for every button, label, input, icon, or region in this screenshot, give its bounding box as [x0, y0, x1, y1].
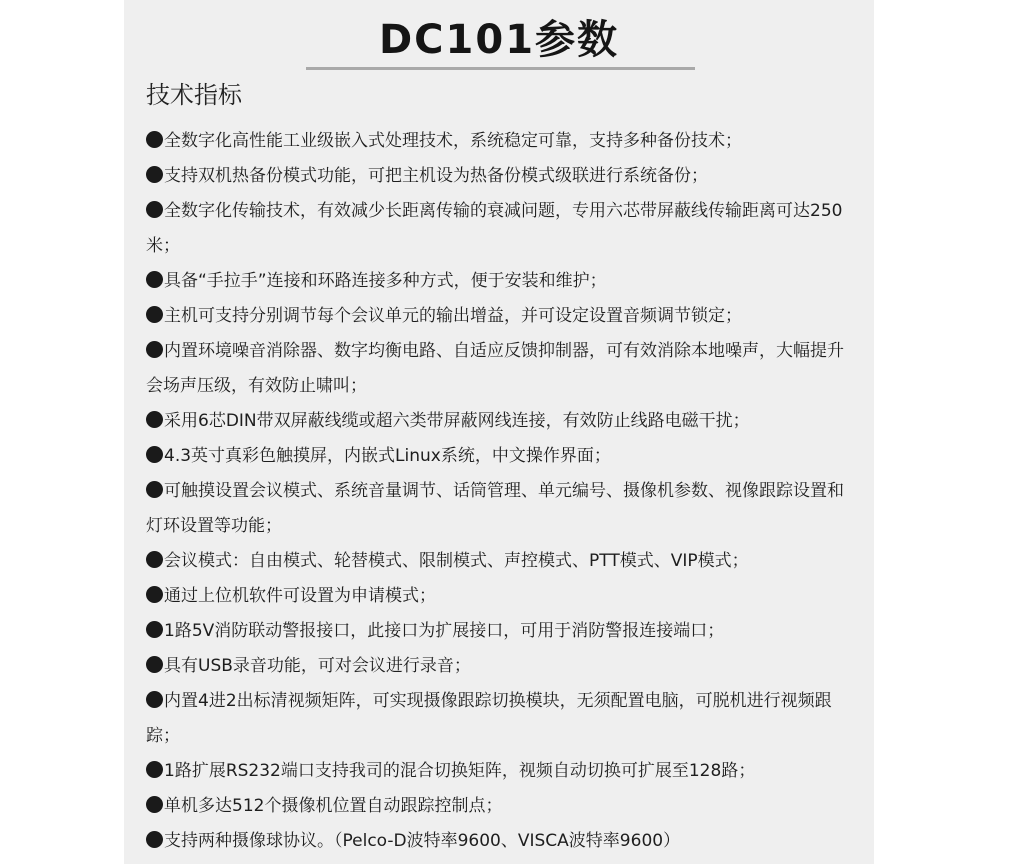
- spec-item-text: 会议模式：自由模式、轮替模式、限制模式、声控模式、PTT模式、VIP模式；: [164, 551, 749, 571]
- bullet-icon: [146, 201, 163, 218]
- spec-item: [146, 474, 858, 544]
- spec-item-text: 全数字化高性能工业级嵌入式处理技术，系统稳定可靠，支持多种备份技术；: [164, 131, 742, 151]
- spec-item: [146, 334, 858, 404]
- section-heading: 技术指标: [146, 81, 242, 109]
- spec-item-text: 内置环境噪音消除器、数字均衡电路、自适应反馈抑制器，可有效消除本地噪声，大幅提升会场声压级，有效防止啸叫；: [146, 341, 844, 396]
- bullet-icon: [146, 446, 163, 463]
- spec-item: [146, 579, 858, 614]
- spec-item-text: 具备“手拉手”连接和环路连接多种方式，便于安装和维护；: [164, 271, 607, 291]
- bullet-icon: [146, 656, 163, 673]
- spec-item: [146, 124, 858, 159]
- spec-item-text: 具有USB录音功能，可对会议进行录音；: [164, 656, 471, 676]
- bullet-icon: [146, 691, 163, 708]
- spec-item: [146, 299, 858, 334]
- spec-item-text: 内置4进2出标清视频矩阵，可实现摄像跟踪切换模块，无须配置电脑，可脱机进行视频跟踪；: [146, 691, 832, 746]
- bullet-icon: [146, 306, 163, 323]
- spec-item: [146, 404, 858, 439]
- spec-item: [146, 439, 858, 474]
- spec-item-text: 1路扩展RS232端口支持我司的混合切换矩阵，视频自动切换可扩展至128路；: [164, 761, 756, 781]
- spec-item: [146, 649, 858, 684]
- bullet-icon: [146, 166, 163, 183]
- spec-item: [146, 194, 858, 264]
- bullet-icon: [146, 131, 163, 148]
- bullet-icon: [146, 621, 163, 638]
- bullet-icon: [146, 831, 163, 848]
- spec-item: [146, 684, 858, 754]
- spec-list: [146, 124, 858, 859]
- bullet-icon: [146, 796, 163, 813]
- spec-item-text: 1路5V消防联动警报接口，此接口为扩展接口，可用于消防警报连接端口；: [164, 621, 725, 641]
- bullet-icon: [146, 481, 163, 498]
- spec-item-text: 支持双机热备份模式功能，可把主机设为热备份模式级联进行系统备份；: [164, 166, 708, 186]
- spec-item: [146, 824, 858, 859]
- bullet-icon: [146, 761, 163, 778]
- spec-item: [146, 754, 858, 789]
- spec-item-text: 主机可支持分别调节每个会议单元的输出增益，并可设定设置音频调节锁定；: [164, 306, 742, 326]
- spec-item-text: 采用6芯DIN带双屏蔽线缆或超六类带屏蔽网线连接，有效防止线路电磁干扰；: [164, 411, 750, 431]
- spec-item: [146, 544, 858, 579]
- spec-item-text: 支持两种摄像球协议。（Pelco-D波特率9600、VISCA波特率9600）: [164, 831, 681, 851]
- spec-item-text: 通过上位机软件可设置为申请模式；: [164, 586, 436, 606]
- page-title: DC101参数: [378, 17, 620, 63]
- spec-panel: [124, 0, 874, 864]
- spec-item: [146, 789, 858, 824]
- title-underline: [306, 67, 695, 70]
- spec-item-text: 4.3英寸真彩色触摸屏，内嵌式Linux系统，中文操作界面；: [164, 446, 611, 466]
- bullet-icon: [146, 551, 163, 568]
- spec-item-text: 可触摸设置会议模式、系统音量调节、话筒管理、单元编号、摄像机参数、视像跟踪设置和灯环设置等功能；: [146, 481, 844, 536]
- spec-item: [146, 614, 858, 649]
- spec-item: [146, 264, 858, 299]
- spec-item-text: 单机多达512个摄像机位置自动跟踪控制点；: [164, 796, 503, 816]
- spec-item: [146, 159, 858, 194]
- bullet-icon: [146, 411, 163, 428]
- spec-item-text: 全数字化传输技术，有效减少长距离传输的衰减问题，专用六芯带屏蔽线传输距离可达250米；: [146, 201, 843, 256]
- bullet-icon: [146, 586, 163, 603]
- bullet-icon: [146, 271, 163, 288]
- bullet-icon: [146, 341, 163, 358]
